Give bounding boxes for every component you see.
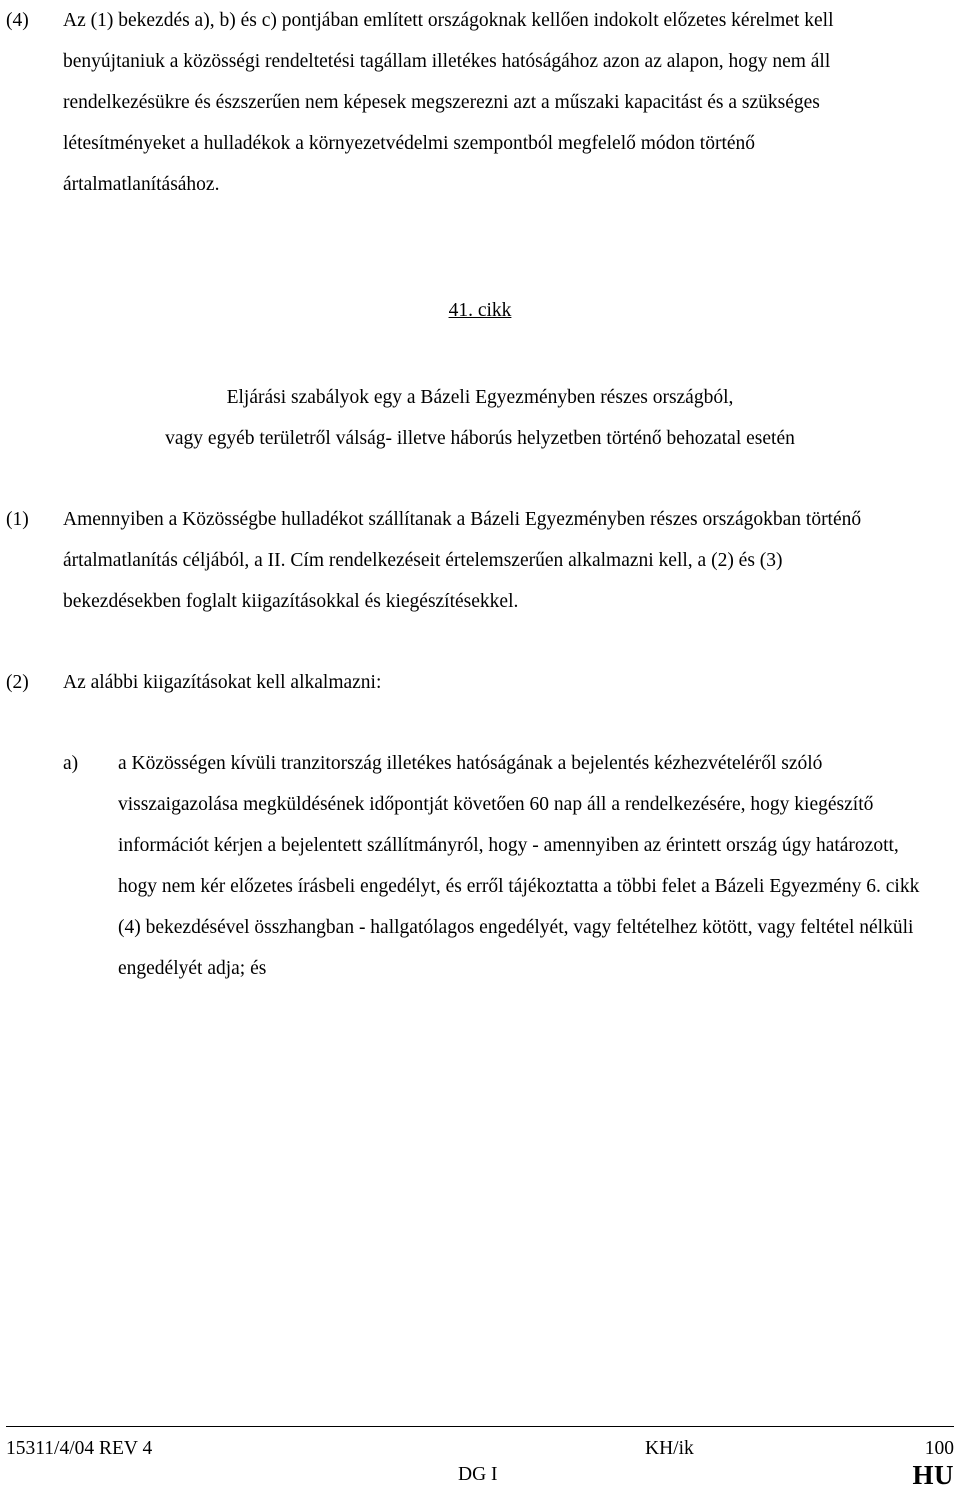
point-text: a Közösségen kívüli tranzitország illetékes hatóságának a bejelentés kézhezvételéről szóló visszaigazolása megküldésének időpontját követően 60 nap áll a rendelkezésére, hogy kiegészítő információt kérjen a bejelentett szállítmányról, hogy - amennyiben az érintett ország úgy határozott, hogy nem kér előzetes írásbeli engedélyt, és erről tájékoztatta a többi felet a Bázeli Egyezmény 6. cikk (4) bekezdésével összhangban - hallgatólagos engedélyét, vagy feltételhez kötött, vagy feltétel nélküli engedélyét adja; és — [118, 753, 920, 979]
paragraph-text: Az (1) bekezdés a), b) és c) pontjában említett országoknak kellően indokolt előzetes kérelmet kell benyújtaniuk a közösségi rendeltetési tagállam illetékes hatóságához azon az alapon, hogy nem áll rendelkezésükre és észszerűen nem képesek megszerezni azt a műszaki kapacitást és a szükséges létesítményeket a hulladékok a környezetvédelmi szempontból megfelelő módon történő ártalmatlanításához. — [63, 10, 834, 195]
article-title-line-2: vagy egyéb területről válság- illetve háborús helyzetben történő behozatal esetén — [165, 428, 795, 449]
footer-divider — [6, 1426, 954, 1427]
point-label: a) — [63, 753, 79, 774]
article-number: 41. cikk — [448, 300, 512, 321]
paragraph-number: (2) — [6, 672, 29, 693]
paragraph-number: (4) — [6, 10, 29, 31]
paragraph-text: Az alábbi kiigazításokat kell alkalmazni: — [63, 672, 382, 693]
language-code: HU — [912, 1460, 954, 1490]
paragraph-text: Amennyiben a Közösségbe hulladékot szállítanak a Bázeli Egyezményben részes országokban történő ártalmatlanítás céljából, a II. Cím rendelkezéseit értelemszerűen alkalmazni kell, a (2) és (3) bekezdésekben foglalt kiigazításokkal és kiegészítésekkel. — [63, 509, 862, 612]
directorate-general: DG I — [458, 1464, 498, 1485]
paragraph-number: (1) — [6, 509, 29, 530]
page-number: 100 — [924, 1438, 954, 1459]
article-title-line-1: Eljárási szabályok egy a Bázeli Egyezményben részes országból, — [226, 387, 734, 408]
document-reference: 15311/4/04 REV 4 — [6, 1438, 153, 1459]
author-initials: KH/ik — [645, 1438, 694, 1459]
